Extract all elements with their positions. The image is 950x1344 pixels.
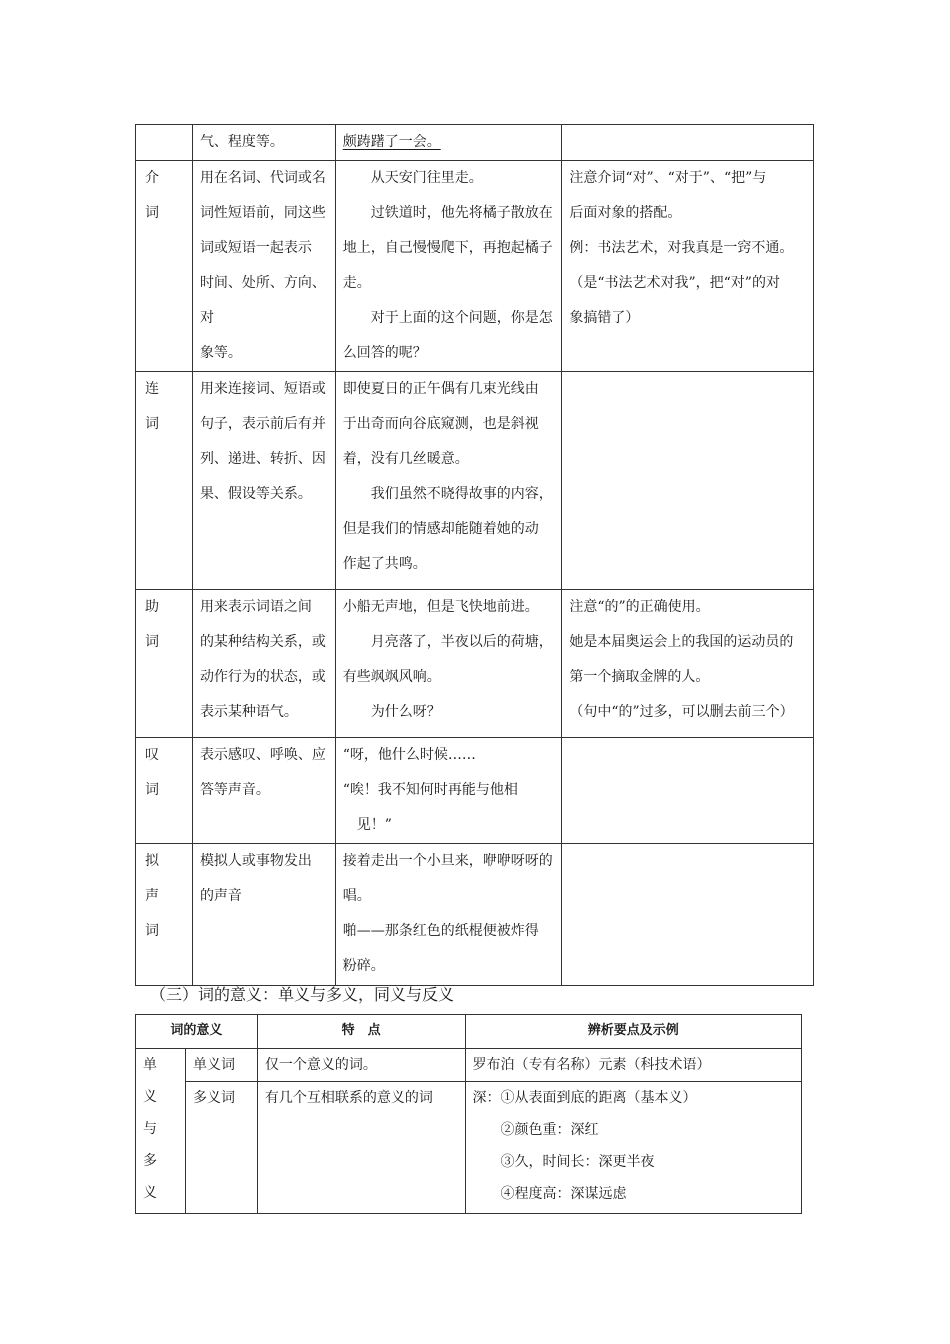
feature-cell: 用在名词、代词或名 词性短语前，同这些 词或短语一起表示 时间、处所、方向、对 象等。: [192, 161, 335, 372]
section-title: （三）词的意义：单义与多义，同义与反义: [150, 985, 455, 1004]
example-cell: “呀，他什么时候…… “唉！我不知何时再能与他相 见！”: [335, 738, 562, 844]
header-row: [136, 1015, 802, 1049]
note-cell: [562, 738, 814, 844]
word-class-table: [135, 124, 814, 986]
example-cell: 接着走出一个小旦来，咿咿呀呀的 唱。 啪——那条红色的纸棍便被炸得 粉碎。: [335, 844, 562, 986]
example-cell: 罗布泊（专有名称）元素（科技术语）: [465, 1049, 801, 1082]
column-header: 辨析要点及示例: [465, 1015, 801, 1049]
table-row-interjections: [136, 738, 814, 844]
feature-cell: 模拟人或事物发出 的声音: [192, 844, 335, 986]
example-cell: 小船无声地，但是飞快地前进。 月亮落了，半夜以后的荷塘， 有些飒飒风响。 为什么呀？: [335, 590, 562, 738]
feature-cell: 用来连接词、短语或 句子，表示前后有并 列、递进、转折、因 果、假设等关系。: [192, 372, 335, 590]
example-cell: 即使夏日的正午偶有几束光线由 于出奇而向谷底窥测，也是斜视 着，没有几丝暖意。 我们虽然不晓得故事的内容， 但是我们的情感却能随着她的动 作起了共鸣。: [335, 372, 562, 590]
table-row-onomatopoeia: [136, 844, 814, 986]
table-row: [136, 125, 814, 161]
word-type-cell: 连 词: [136, 372, 193, 590]
table-row-prepositions: [136, 161, 814, 372]
feature-cell: 有几个互相联系的意义的词: [257, 1082, 465, 1214]
word-type-cell: 叹 词: [136, 738, 193, 844]
sub-label-cell: 单义词: [185, 1049, 257, 1082]
table-row-polysemous: [136, 1082, 802, 1214]
group-label-cell: 单 义 与 多 义: [136, 1049, 186, 1214]
feature-cell: 用来表示词语之间 的某种结构关系，或 动作行为的状态，或 表示某种语气。: [192, 590, 335, 738]
example-cell: 深：①从表面到底的距离（基本义） ②颜色重：深红 ③久，时间长：深更半夜 ④程度高：深谋远虑: [465, 1082, 801, 1214]
feature-cell: 表示感叹、呼唤、应 答等声音。: [192, 738, 335, 844]
sub-label-cell: 多义词: [185, 1082, 257, 1214]
note-cell: 注意介词“对”、“对于”、“把”与 后面对象的搭配。 例：书法艺术，对我真是一窍不通。 （是“书法艺术对我”，把“对”的对 象搞错了）: [562, 161, 814, 372]
word-meaning-table: [135, 1014, 802, 1214]
word-type-cell: 拟 声 词: [136, 844, 193, 986]
column-header: 词的意义: [136, 1015, 258, 1049]
table-row-auxiliaries: [136, 590, 814, 738]
example-cell: 从天安门往里走。 过铁道时，他先将橘子散放在 地上，自己慢慢爬下，再抱起橘子 走。 对于上面的这个问题，你是怎 么回答的呢？: [335, 161, 562, 372]
feature-cell: 气、程度等。: [192, 125, 335, 161]
note-cell: [562, 372, 814, 590]
word-type-cell: 介 词: [136, 161, 193, 372]
word-type-cell: 助 词: [136, 590, 193, 738]
table-row-monosemous: [136, 1049, 802, 1082]
note-cell: 注意“的”的正确使用。 她是本届奥运会上的我国的运动员的 第一个摘取金牌的人。 （句中“的”过多，可以删去前三个）: [562, 590, 814, 738]
note-cell: [562, 844, 814, 986]
feature-cell: 仅一个意义的词。: [257, 1049, 465, 1082]
example-cell: 颇踌躇了一会。: [335, 125, 562, 161]
column-header: 特 点: [257, 1015, 465, 1049]
table-row-conjunctions: [136, 372, 814, 590]
